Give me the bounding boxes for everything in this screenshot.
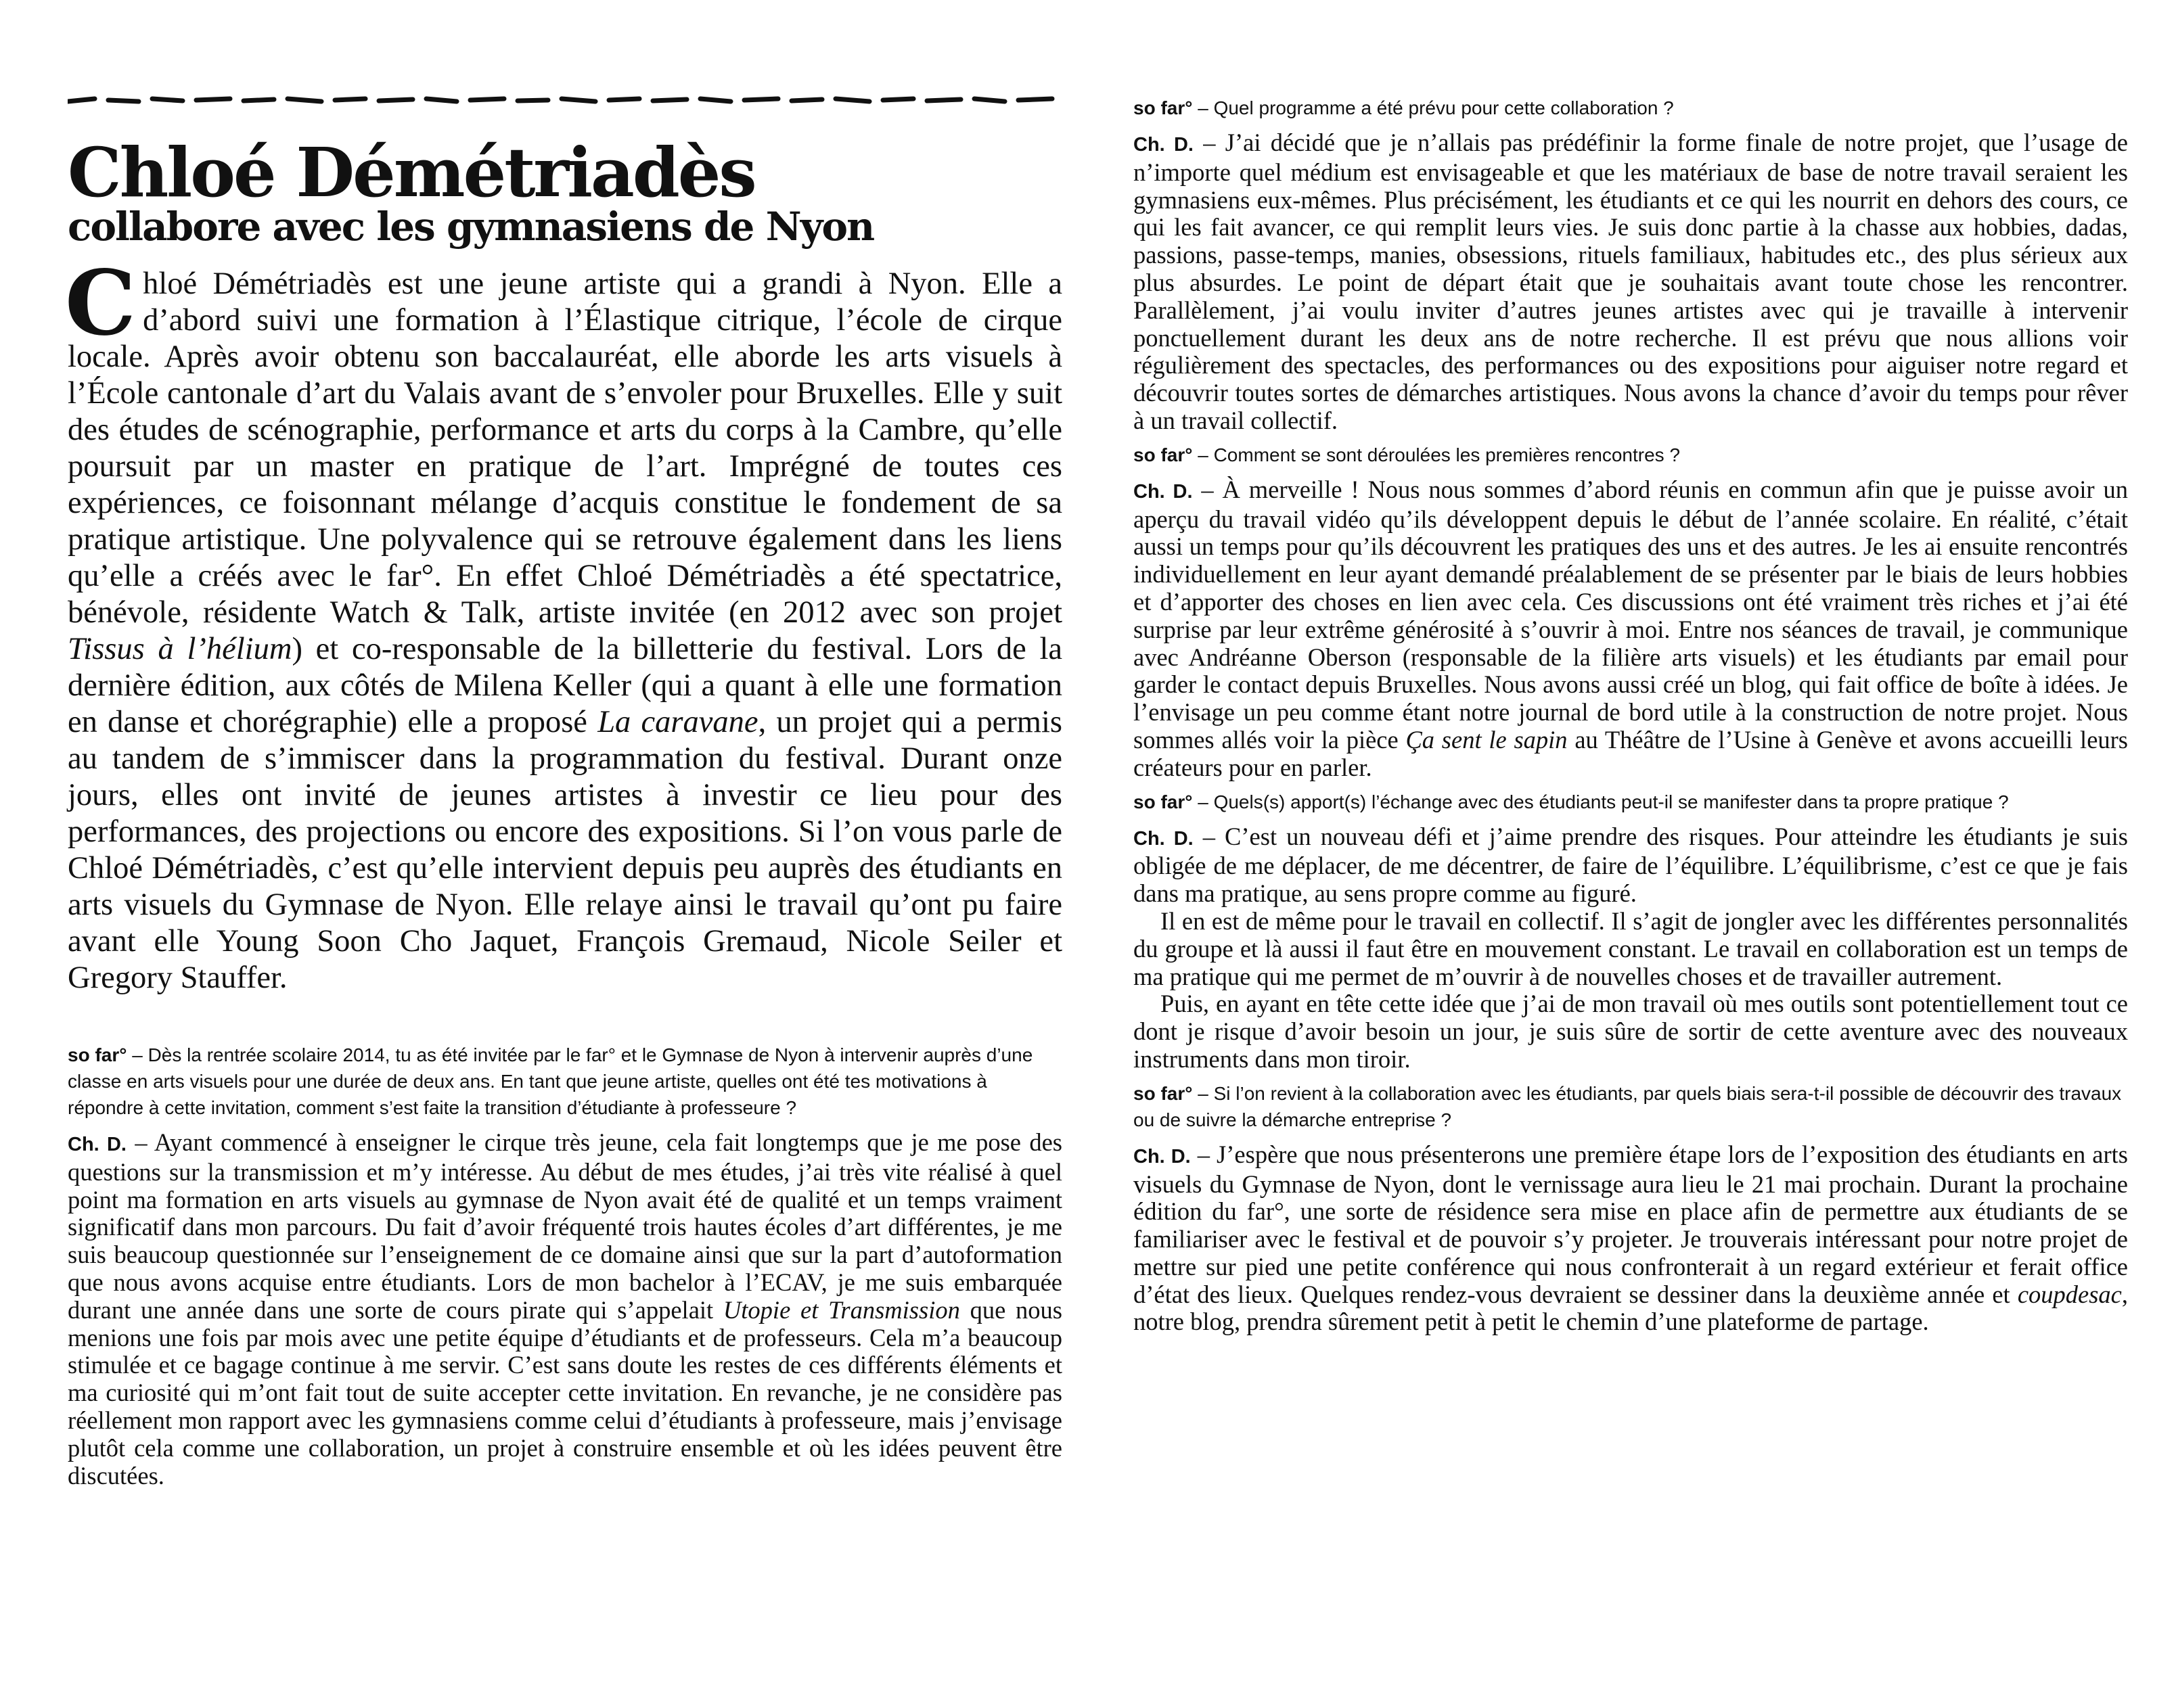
chd-label: Ch. D. (1133, 480, 1193, 503)
article-subtitle: collabore avec les gymnasiens de Nyon (68, 204, 874, 250)
question-2 (1133, 95, 2128, 121)
answer-italic: coupdesac (2017, 1280, 2122, 1308)
answer-4-paragraph-2: Il en est de même pour le travail en collectif. Il s’agit de jongler avec les différentes personnalités du groupe et là aussi il faut être en mouvement constant. Le travail en collaboration est un temps de ma pratique qui me permet de m’ouvrir à de nouvelles choses et de travailler autrement. (1133, 906, 2128, 990)
answer-text-end: que nous menions une fois par mois avec une petite équipe d’étudiants et de professeurs. Cela m’a beaucoup stimulée et ce bagage continue à me servir. C’est sans doute les restes de ces différents éléments et ma curiosité qui m’ont fait tout de suite accepter cette invitation. En revanche, je ne considère pas réellement mon rapport avec les gymnasiens comme celui d’étudiants à professeure, mais j’envisage plutôt cela comme une collaboration, un projet à construire ensemble et où les idées peuvent être discutées. (68, 1295, 1062, 1490)
intro-italic-2: La caravane (597, 705, 758, 739)
chd-label: Ch. D. (68, 1134, 127, 1155)
answer-text-end: au Théâtre de l’Usine à Genève et avons accueilli leurs créateurs pour en parler. (1133, 725, 2128, 781)
article-title: Chloé Démétriadès (68, 133, 755, 212)
answer-text: – J’ai décidé que je n’allais pas prédéfinir la forme finale de notre projet, que l’usage de n’importe quel médium est envisageable et que les matériaux de base de notre travail seraient les gymnasiens eux-mêmes. Plus précisément, les étudiants et ce qui les nourrit en dehors des cours, ce qui les fait avancer, ce qui remplit leurs vies. Je suis donc partie à la chasse aux hobbies, dadas, passions, passe-temps, manies, obsessions, rituels familiaux, habitudes etc., des plus sérieux aux plus absurdes. Le point de départ était que je souhaitais avant toute chose les rencontrer. Parallèlement, j’ai voulu inviter d’autres jeunes artistes avec qui je travaille à intervenir ponctuellement durant les deux ans de notre recherche. Il est prévu que nous allions voir régulièrement des spectacles, des performances ou des expositions pour aiguiser notre regard et découvrir toutes sortes de démarches artistiques. Nous avons la chance d’avoir du temps pour rêver à un travail collectif. (1133, 129, 2128, 434)
answer-2 (1133, 129, 2128, 435)
question-text: – Quels(s) apport(s) l’échange avec des étudiants peut-il se manifester dans ta propre pratique ? (1192, 791, 2009, 812)
sofar-label: so far° (1133, 791, 1193, 812)
sofar-label: so far° (1133, 1082, 1193, 1104)
chd-label: Ch. D. (1133, 134, 1194, 156)
intro-text-3: , un projet qui a permis au tandem de s’immiscer dans la programmation du festival. Durant onze jours, elles ont invité de jeunes artistes à investir ce lieu pour des performances, des projections ou encore des expositions. Si l’on vous parle de Chloé Démétriadès, c’est qu’elle intervient depuis peu auprès des étudiants en arts visuels du Gymnase de Nyon. Elle relaye ainsi le travail qu’ont pu faire avant elle Young Soon Cho Jaquet, François Gremaud, Nicole Seiler et Gregory Stauffer. (68, 705, 1062, 995)
chd-label: Ch. D. (1133, 1145, 1191, 1168)
question-text: – Dès la rentrée scolaire 2014, tu as été invitée par le far° et le Gymnase de Nyon à intervenir auprès d’une classe en arts visuels pour une durée de deux ans. En tant que jeune artiste, quelles ont été tes motivations à répondre à cette invitation, comment s’est faite la transition d’étudiante à professeure ? (68, 1044, 1033, 1118)
answer-text: – À merveille ! Nous nous sommes d’abord réunis en commun afin que je puisse avoir un aperçu du travail vidéo qu’ils développent depuis le début de l’année scolaire. En réalité, c’était aussi un temps pour qu’ils découvrent les pratiques des uns et des autres. Je les ai ensuite rencontrés individuellement en leur ayant demandé préalablement de se présenter par le biais de leurs hobbies et d’apporter des choses en lien avec cela. Ces discussions ont été vraiment très riches et j’ai été surprise par leur extrême générosité à s’ouvrir à moi. Entre nos séances de travail, je communique avec Andréanne Oberson (responsable de la filière arts visuels) et les étudiants par email pour garder le contact depuis Bruxelles. Nous avons aussi créé un blog, qui fait office de boîte à idées. Je l’envisage un peu comme étant notre journal de bord utile à la construction de notre projet. Nous sommes allés voir la pièce (1133, 475, 2129, 754)
question-1 (68, 1042, 1062, 1121)
dropcap-letter: C (65, 251, 137, 356)
interview-column-right (1133, 95, 2128, 1343)
question-text: – Quel programme a été prévu pour cette collaboration ? (1192, 97, 1674, 118)
answer-italic: Utopie et Transmission (723, 1295, 960, 1324)
answer-4-paragraph-3: Puis, en ayant en tête cette idée que j’ai de mon travail où mes outils sont potentiellement tout ce dont je risque d’avoir besoin un jour, je suis sûre de sortir de cette aventure avec des nouveaux instruments dans mon tiroir. (1133, 990, 2128, 1073)
interview-block-1 (68, 1042, 1062, 1490)
intro-text-1: hloé Démétriadès est une jeune artiste qui a grandi à Nyon. Elle a d’abord suivi une formation à l’Élastique citrique, l’école de cirque locale. Après avoir obtenu son baccalauréat, elle aborde les arts visuels à l’École cantonale d’art du Valais avant de s’envoler pour Bruxelles. Elle y suit des études de scénographie, performance et arts du corps à la Cambre, qu’elle poursuit par un master en pratique de l’art. Imprégné de toutes ces expériences, ce foisonnant mélange d’acquis constitue le fondement de sa pratique artistique. Une polyvalence qui se retrouve également dans les liens qu’elle a créés avec le far°. En effet Chloé Démétriadès a été spectatrice, bénévole, résidente Watch & Talk, artiste invitée (en 2012 avec son projet (68, 267, 1062, 630)
answer-4 (1133, 823, 2128, 908)
question-4 (1133, 789, 2128, 815)
answer-1 (68, 1129, 1062, 1490)
answer-text-end: , notre blog, prendra sûrement petit à petit le chemin d’une plateforme de partage. (1133, 1280, 2128, 1336)
answer-3 (1133, 476, 2128, 782)
question-text: – Comment se sont déroulées les premières rencontres ? (1192, 444, 1681, 465)
answer-text: – Ayant commencé à enseigner le cirque très jeune, cela fait longtemps que je me pose des questions sur la transmission et m’y intéresse. Au début de mes études, j’ai très vite réalisé à quel point ma formation en arts visuels au gymnase de Nyon avait été de qualité et un temps vraiment significatif dans mon parcours. Du fait d’avoir fréquenté trois hautes écoles d’art différentes, je me suis beaucoup questionnée sur l’enseignement de ce domaine ainsi que sur la part d’autoformation que nous avons acquise entre étudiants. Lors de mon bachelor à l’ECAV, je me suis embarquée durant une année dans une sorte de cours pirate qui s’appelait (68, 1128, 1062, 1324)
dashed-rule (68, 87, 1062, 114)
intro-text-2: ) et co-responsable de la billetterie du festival. Lors de la dernière édition, aux côtés de Milena Keller (qui a quant à elle une formation en danse et chorégraphie) elle a proposé (68, 632, 1062, 739)
question-text: – Si l’on revient à la collaboration avec les étudiants, par quels biais sera-t-il possible de découvrir des travaux ou de suivre la démarche entreprise ? (1133, 1082, 2122, 1130)
answer-text: – C’est un nouveau défi et j’aime prendre des risques. Pour atteindre les étudiants je suis obligée de me déplacer, de me décentrer, de faire de l’équilibre. L’équilibrisme, c’est ce que je fais dans ma pratique, au sens propre comme au figuré. (1133, 822, 2128, 908)
question-5 (1133, 1080, 2128, 1133)
sofar-label: so far° (1133, 444, 1193, 465)
sofar-label: so far° (1133, 97, 1193, 118)
intro-paragraph (65, 251, 1062, 996)
answer-italic: Ça sent le sapin (1405, 725, 1568, 754)
answer-text: – J’espère que nous présenterons une première étape lors de l’exposition des étudiants en arts visuels du Gymnase de Nyon, dont le vernissage aura lieu le 21 mai prochain. Durant la prochaine édition du far°, une sorte de résidence sera mise en place afin de permettre aux étudiants de se familiariser avec le festival et de pouvoir s’y projeter. Je trouverais intéressant pour notre projet de mettre sur pied une petite conférence qui nous confronterait à un regard extérieur et ferait office d’état des lieux. Quelques rendez-vous devraient se dessiner dans la deuxième année et (1133, 1140, 2128, 1308)
sofar-label: so far° (68, 1044, 127, 1065)
answer-5 (1133, 1141, 2128, 1337)
chd-label: Ch. D. (1133, 827, 1194, 850)
intro-italic-1: Tissus à l’hélium (68, 632, 292, 666)
question-3 (1133, 442, 2128, 468)
